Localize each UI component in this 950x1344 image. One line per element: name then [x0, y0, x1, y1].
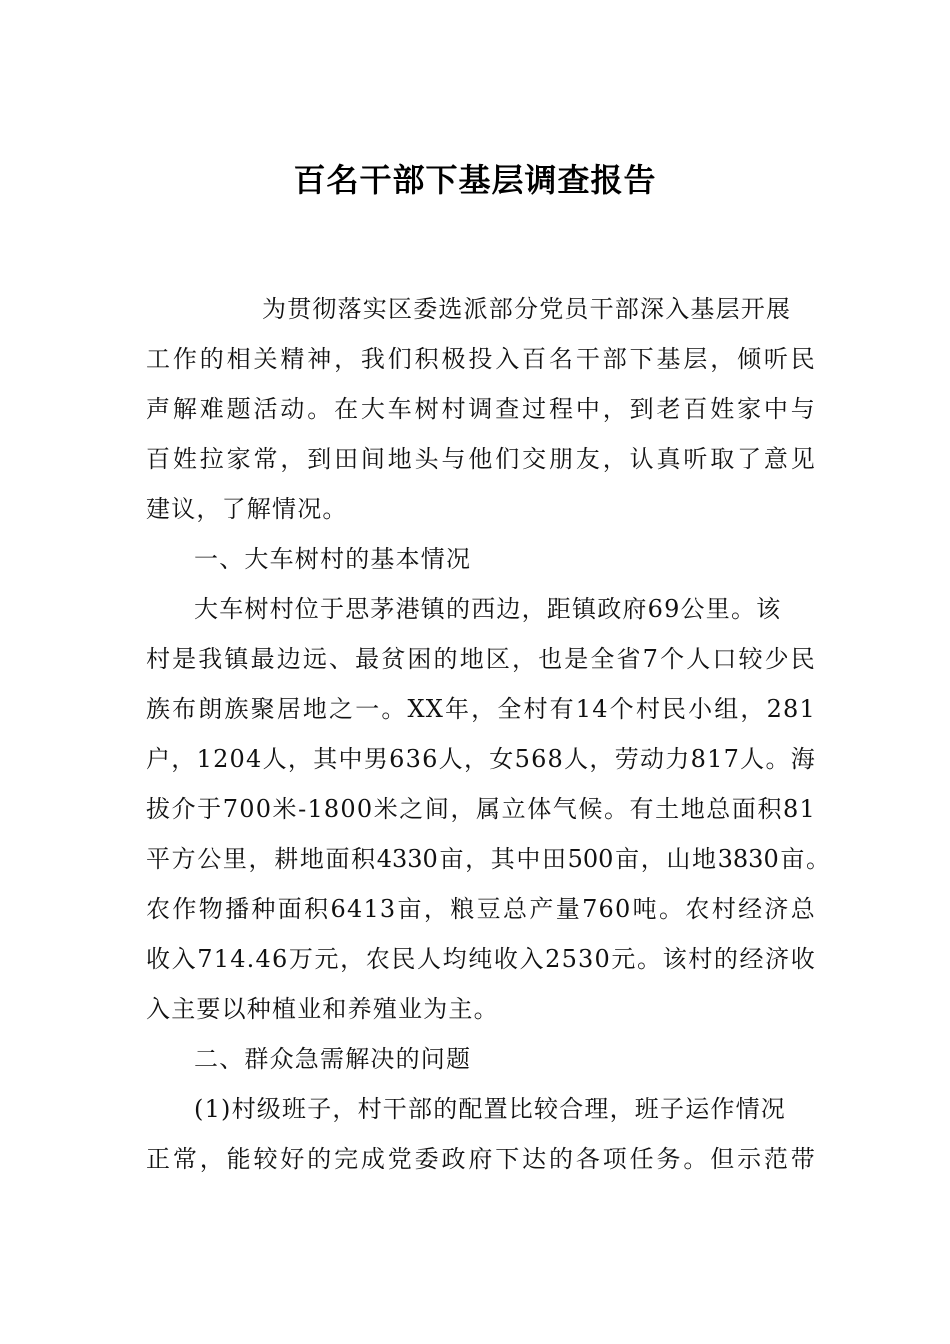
section-heading: 二、群众急需解决的问题 [194, 1045, 472, 1073]
paragraph-line: 收入714.46万元，农民人均纯收入2530元。该村的经济收 [146, 945, 816, 973]
paragraph-line: 村是我镇最边远、最贫困的地区，也是全省7个人口较少民 [146, 645, 816, 673]
paragraph-line: 为贯彻落实区委选派部分党员干部深入基层开展 [262, 295, 792, 323]
paragraph-line: 平方公里，耕地面积4330亩，其中田500亩，山地3830亩。 [146, 845, 830, 873]
paragraph-line: 大车树村位于思茅港镇的西边，距镇政府69公里。该 [194, 595, 782, 623]
paragraph-line: 工作的相关精神，我们积极投入百名干部下基层，倾听民 [146, 345, 816, 373]
section-heading: 一、大车树村的基本情况 [194, 545, 472, 573]
paragraph-line: 百姓拉家常，到田间地头与他们交朋友，认真听取了意见 [146, 445, 816, 473]
paragraph-line: 农作物播种面积6413亩，粮豆总产量760吨。农村经济总 [146, 895, 816, 923]
paragraph-line: 建议，了解情况。 [146, 495, 348, 523]
document-title: 百名干部下基层调查报告 [293, 161, 657, 199]
paragraph-line: (1)村级班子，村干部的配置比较合理，班子运作情况 [194, 1095, 786, 1123]
paragraph-line: 族布朗族聚居地之一。XX年，全村有14个村民小组，281 [146, 695, 816, 723]
paragraph-line: 声解难题活动。在大车树村调查过程中，到老百姓家中与 [146, 395, 816, 423]
paragraph-line: 拔介于700米-1800米之间，属立体气候。有土地总面积81 [146, 795, 816, 823]
paragraph-line: 入主要以种植业和养殖业为主。 [146, 995, 499, 1023]
paragraph-line: 户，1204人，其中男636人，女568人，劳动力817人。海 [146, 745, 816, 773]
paragraph-line: 正常，能较好的完成党委政府下达的各项任务。但示范带 [146, 1145, 816, 1173]
